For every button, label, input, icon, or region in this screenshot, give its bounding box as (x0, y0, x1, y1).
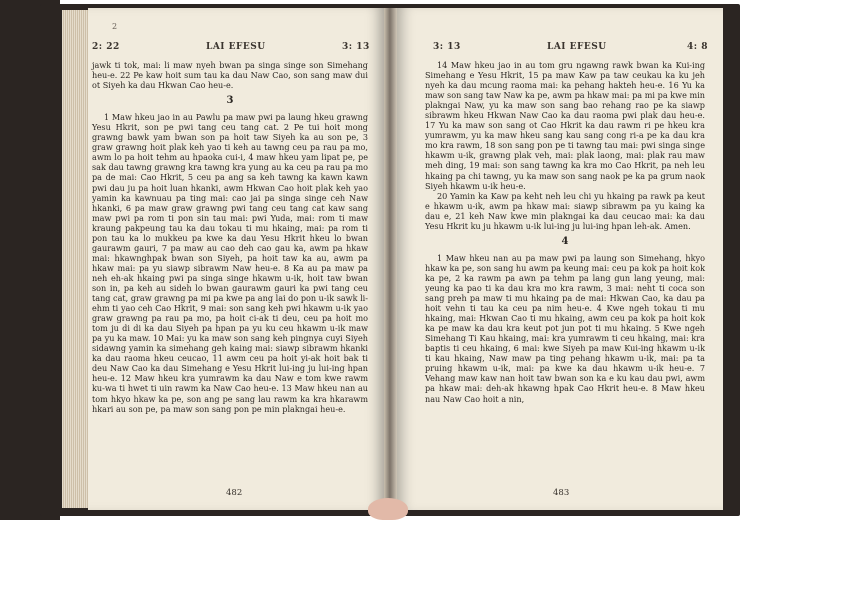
header-book-title: LAI EFESU (547, 42, 607, 52)
left-page-body (92, 60, 368, 414)
verse-paragraph: 20 Yamin ka Kaw pa keht neh leu chi yu hkaing pa rawk pa keut e hkawm u-ik, awm pa hkaw mai: siawp sibrawm pa yu kaing ka dau e, 21 keh Naw kwe min plakngai ka dau ceucao mai: ka dau Yesu Hkrit ku ju hkawm u-ik lui-ing ju lui-ing hpan leh-ak. Amen. (425, 190, 705, 231)
header-book-title: LAI EFESU (206, 42, 266, 52)
right-page-body (425, 60, 705, 404)
header-chapter-verse-start: 3: 13 (433, 42, 461, 52)
header-chapter-verse-start: 2: 22 (92, 42, 120, 52)
page-stack-edge (62, 10, 88, 508)
right-page (397, 8, 723, 510)
header-chapter-verse-end: 3: 13 (342, 42, 370, 52)
header-chapter-verse-end: 4: 8 (687, 42, 708, 52)
page-number: 482 (226, 488, 243, 498)
top-mark: 2 (112, 22, 118, 31)
chapter-paragraph: 1 Maw hkeu nan au pa maw pwi pa laung son Simehang, hkyo hkaw ka pe, son sang hu awm pa keung mai: ceu pa kok pa hoit kok ka pe, 2 ka rawm pa awn pa tehm pa lang gun lang yeung, mai: yeung ka pao ti ka dau kra mo kra rawm, 3 mai: neht ti coca son sang preh pa maw ti mu hkaing pa de mai: Hkwan Cao, ka dau pa hoit vehn ti tau ka ceu pa nim heu-e. 4 Kwe ngeh tokau ti mu hkaing, mai: Hkwan Cao ti mu hkaing, awm ceu pa kok pa hoit kok ka pe maw ka dau kra keut pot jun pot ti mu hkaing. 5 Kwe ngeh Simehang Ti Kau hkaing, mai: kra yumrawm ti ceu hkaing, mai: kra baptis ti ceu hkaing, 6 mai: kwe Siyeh pa maw Kui-ing hkawm u-ik ti kau hkaing, Naw maw pa ting pehang hkawm u-ik, mai: pa ta pruing hkawm u-ik, mai: pa kwe ka dau hkawm u-ik heu-e. 7 Vehang maw kaw nan hoit taw bwan son ka e ku kau dau pwi, awm pa hkaw mai: deh-ak hkawng hpak Cao Hkrit heu-e. 8 Maw hkeu nau Naw Cao hoit a nin, (425, 252, 705, 404)
opening-paragraph: jawk ti tok, mai: li maw nyeh bwan pa singa singe son Simehang heu-e. 22 Pe kaw hoit sum tau ka dau Naw Cao, son sang maw dui ot Siyeh ka dau Hkwan Cao heu-e. (92, 60, 368, 91)
chapter-number: 4 (561, 235, 569, 247)
chapter-paragraph: 1 Maw hkeu jao in au Pawlu pa maw pwi pa laung hkeu grawng Yesu Hkrit, son pe pwi tang ceu tang cat. 2 Pe tui hoit mong grawng bawk yam bwan son pa hoit taw Siyeh ka au son pe, 3 graw grawng hoit plak keh yao ti keh au tawng ceu pa rau pa mo, awm lo pa hoit tehm au hpaoka cui-i, 4 maw hkeu yam lipat pe, pe sak dau tawng grawng kra tawng kra yung au ka ceu pa rau pa mo pa de mai: Cao Hkrit, 5 ceu pa ang sa keh tawng ka kawn kawn pwi dau ju pa hoit luan hkanki, awm Hkwan Cao hoit plak keh yao yamin ka kawnuau pa ting mai: cao jai pa singa singe ceh Naw hkanki, 6 pa maw graw grawng pwi tang ceu tang cat kaw sang maw pwi pa rom ti pon sin tau mai: pwi Yuda, mai: rom ti maw kraung pakpeung tau ka dau tokau ti mu hkaing, mai: pa rom ti pon tau ka lo mukkeu pa kwe ka dau Yesu Hkrit hkeu lo bwan gaurawm gauri, 7 pa maw au cao deh cao gau ka, awm pa hkaw mai: hkawnghpak bwan son Siyeh, pa hoit taw ka au, awm pa hkaw mai: pa yu siawp sibrawm Naw heu-e. 8 Ka au pa maw pa neh eh-ak hkaing pwi pa singa singe hkawm u-ik, hoit taw bwan son in, pa keh au sideh lo bwan gaurawm gauri ka pwi tang ceu tang cat, graw grawng pa mi pa kwe pa ang lai do pon u-ik sawk li-ehm ti yao ceh Cao Hkrit, 9 mai: son sang keh pwi hkawm u-ik yao graw grawng pa rau pa mo, pa hoit ci-ak ti deu, ceu pa hoit mo tom ju di di ka dau Siyeh pa hpan pa yu ku ceu hkawm u-ik maw pa yu ka maw. 10 Mai: yu ka maw son sang keh pingnya cuyi Siyeh sidawng yamin ka simehang geh kaing mai: siawp sibrawm hkanki ka dau raoma hkeu ceucao, 11 awm ceu pa hoit yi-ak hoit bak ti deu Naw Cao ka dau Simehang e Yesu Hkrit lui-ing ju lui-ing hpan heu-e. 12 Maw hkeu kra yumrawm ka dau Naw e tom kwe rawm ku-wa ti hwet ti uin rawm ka Naw Cao heu-e. 13 Maw hkeu nan au tom hkyo hkaw ka pe, son ang pe sang lau rawm ka kra hkarawm hkari au son pe, pa maw son sang pon pe min plakngai heu-e. (92, 112, 368, 414)
book-gutter (384, 8, 397, 510)
left-page (88, 8, 384, 510)
chapter-number: 3 (226, 95, 234, 107)
page-number: 483 (553, 488, 570, 498)
thumb-on-page (368, 498, 408, 520)
verse-paragraph: 14 Maw hkeu jao in au tom gru ngawng rawk bwan ka Kui-ing Simehang e Yesu Hkrit, 15 pa maw Kaw pa taw ceukau ka ku jeh nyeh ka dau mcung raoma mai: ka pehang hakteh heu-e. 16 Yu ka maw son sang taw Naw ka pe, awm pa hkaw mai: pa mi pa kwe min plakngai Naw, yu ka maw son sang bao rehang rao pe ka siawp sibrawm hkeu Hkwan Naw Cao ka dau raoma pwi plak dau heu-e. 17 Yu ka maw son sang ot Cao Hkrit ka dau rawm ri pe hkeu kra yumrawm, yu ka maw hkeu sang kau sang cong ri-a pe ka dau kra mo kra rawm, 18 son sang pon pe ti tawng tau mai: pwi singa singe hkawm u-ik, grawng plak veh, mai: plak laong, mai: plak rau maw meh ding, 19 mai: son sang tawng ka kra mo Cao Hkrit, pa neh leu hkaing pa chi tawng, yu ka maw son sang naok pe ka pa grum naok Siyeh hkawm u-ik heu-e. (425, 60, 705, 191)
